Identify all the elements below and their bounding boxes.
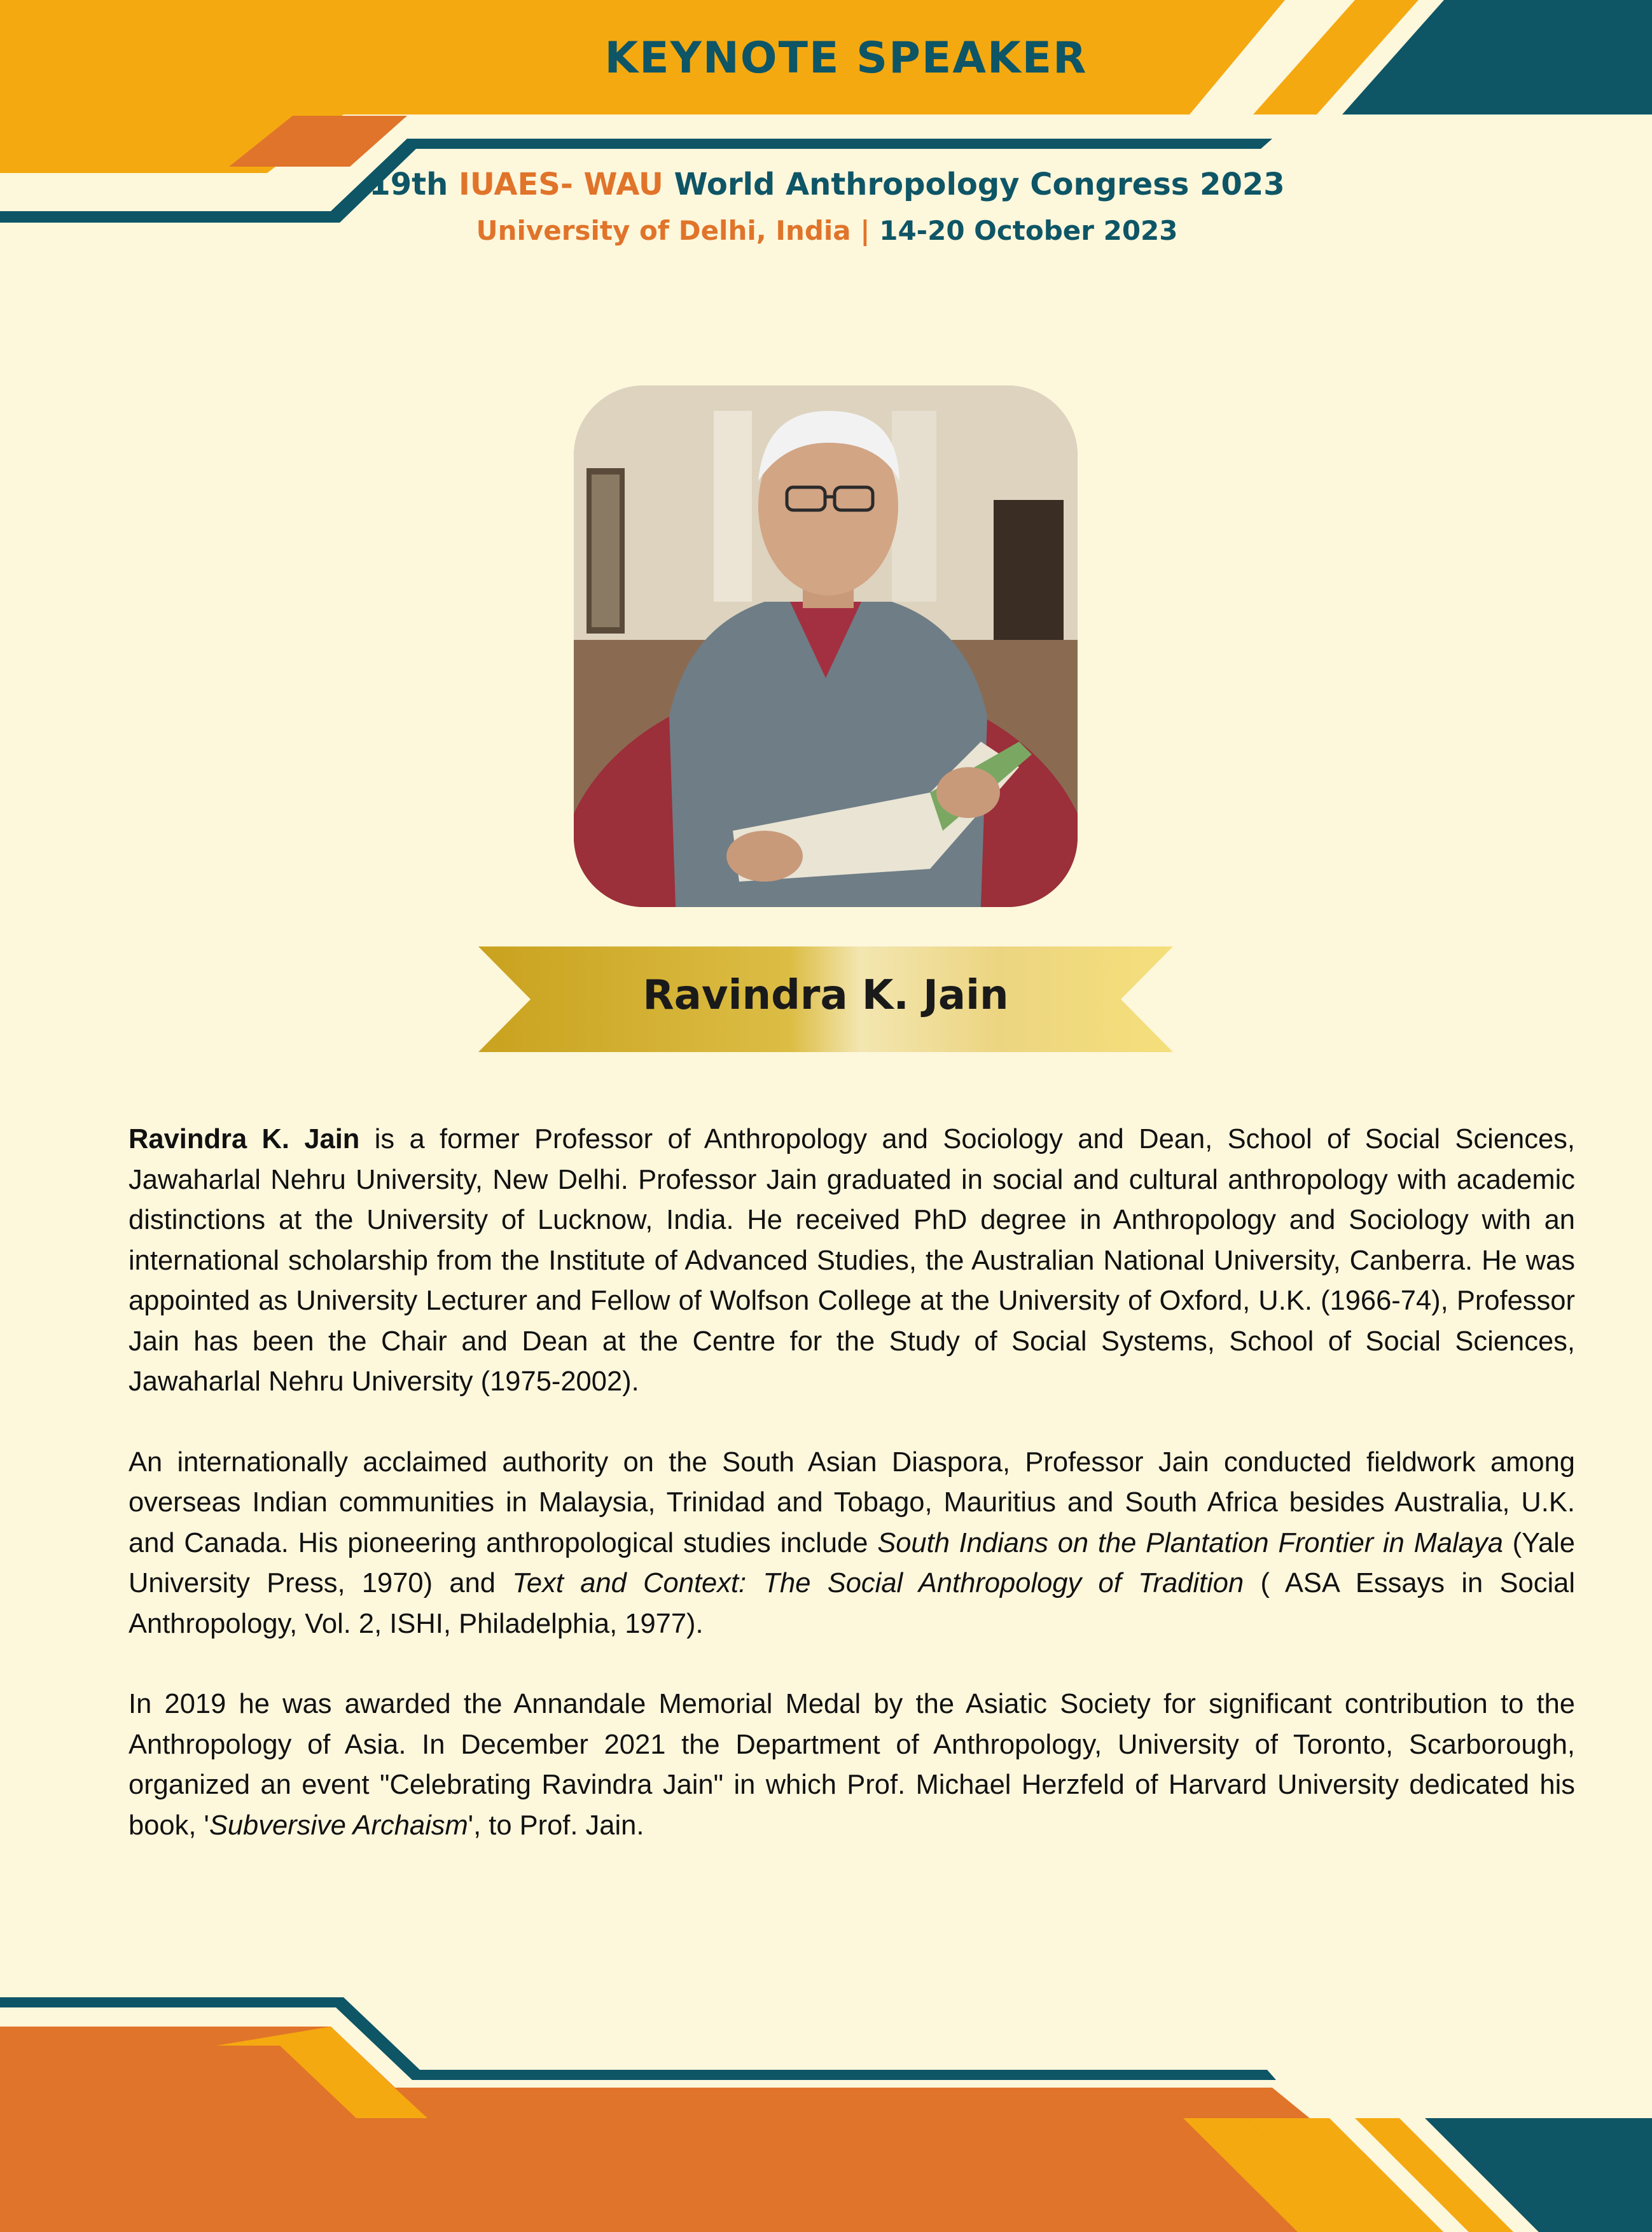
congress-name: World Anthropology Congress 2023 (674, 167, 1285, 202)
bio-p3-text-a: In 2019 he was awarded the Annandale Memorial Medal by the Asiatic Society for significant contribution to the Anthropology of Asia. In December 2021 the Department of Anthropology, University of Toronto, Scarborough, organized an event "Celebrating Ravindra Jain" in which Prof. Michael Herzfeld of Harvard University dedicated his book, ' (128, 1689, 1575, 1841)
bio-paragraph-1 (128, 1119, 1575, 1403)
bio-book-title-1: South Indians on the Plantation Frontier in Malaya (877, 1527, 1503, 1558)
bio-paragraph-2 (128, 1443, 1575, 1645)
congress-iuaes: IUAES- (458, 167, 584, 202)
speaker-photo (574, 385, 1078, 907)
bio-p1-text: is a former Professor of Anthropology and Sociology and Dean, School of Social Sciences, Jawaharlal Nehru University, New Delhi. Professor Jain graduated in social and cultural anthropology with academic distinctions at the University of Lucknow, India. He received PhD degree in Anthropology and Sociology with an international scholarship from the Institute of Advanced Studies, the Australian National University, Canberra. He was appointed as University Lecturer and Fellow of Wolfson College at the University of Oxford, U.K. (1966-74), Professor Jain has been the Chair and Dean at the Centre for the Study of Social Systems, School of Social Sciences, Jawaharlal Nehru University (1975-2002). (128, 1124, 1575, 1397)
congress-number: 19th (369, 167, 459, 202)
page-title: KEYNOTE SPEAKER (604, 33, 1088, 83)
bio-book-title-3: Subversive Archaism (209, 1810, 468, 1841)
bio-p2-text-b: (Yale University Press, 1970) and (128, 1527, 1575, 1598)
bio-book-title-2: Text and Context: The Social Anthropology of Tradition (512, 1568, 1244, 1598)
congress-wau: WAU (583, 167, 674, 202)
speaker-biography (128, 1119, 1575, 1886)
bio-paragraph-3 (128, 1684, 1575, 1846)
bio-speaker-name: Ravindra K. Jain (128, 1124, 360, 1154)
bio-p3-text-b: ', to Prof. Jain. (468, 1810, 644, 1841)
bio-p2-text-a: An internationally acclaimed authority on the South Asian Diaspora, Professor Jain conducted fieldwork among overseas Indian communities in Malaysia, Trinidad and Tobago, Mauritius and South Africa besides Australia, U.K. and Canada. His pioneering anthropological studies include (128, 1446, 1575, 1558)
bio-p2-text-c: ( ASA Essays in Social Anthropology, Vol. 2, ISHI, Philadelphia, 1977). (128, 1568, 1576, 1639)
congress-title (254, 167, 1399, 202)
speaker-name: Ravindra K. Jain (642, 972, 1009, 1019)
venue-dates: 14-20 October 2023 (879, 215, 1178, 246)
venue-place: University of Delhi, India | (476, 215, 880, 246)
congress-venue (254, 215, 1399, 246)
